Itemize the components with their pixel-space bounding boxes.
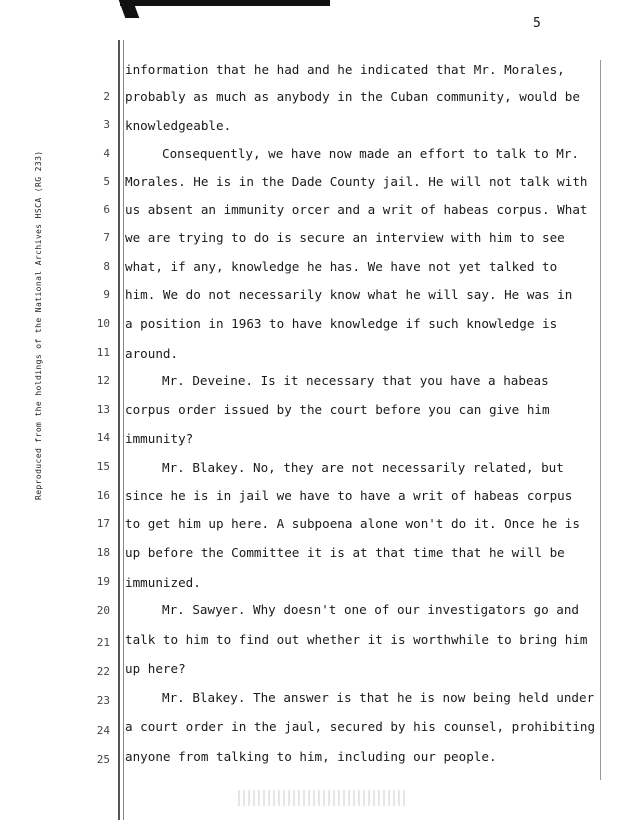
line-number: 14 (96, 431, 110, 444)
text-line: a position in 1963 to have knowledge if such knowledge is (125, 316, 558, 331)
line-number: 13 (96, 403, 110, 416)
text-line: information that he had and he indicated that Mr. Morales, (125, 62, 565, 77)
text-line: him. We do not necessarily know what he will say. He was in (125, 287, 573, 302)
line-number: 19 (96, 575, 110, 588)
text-line: anyone from talking to him, including our people. (125, 749, 497, 764)
margin-rule-inner (123, 40, 124, 820)
text-line: Consequently, we have now made an effort to talk to Mr. (162, 146, 580, 161)
line-number: 11 (96, 346, 110, 359)
line-number: 5 (103, 175, 110, 188)
archive-stamp-text: Reproduced from the holdings of the National Archives HSCA (RG 233) (34, 150, 43, 500)
text-line: up before the Committee it is at that time that he will be (125, 545, 565, 560)
text-line: since he is in jail we have to have a writ of habeas corpus (125, 488, 573, 503)
line-number: 16 (96, 489, 110, 502)
text-line: around. (125, 346, 179, 361)
line-number: 12 (96, 374, 110, 387)
line-number: 23 (96, 694, 110, 707)
line-number: 25 (96, 753, 110, 766)
text-line: what, if any, knowledge he has. We have not yet talked to (125, 259, 558, 274)
line-number: 17 (96, 517, 110, 530)
text-line: a court order in the jaul, secured by his counsel, prohibiting (125, 719, 596, 734)
line-number: 6 (103, 203, 110, 216)
text-line: to get him up here. A subpoena alone won't do it. Once he is (125, 516, 580, 531)
line-number: 8 (103, 260, 110, 273)
line-number: 7 (103, 231, 110, 244)
line-number: 10 (96, 317, 110, 330)
line-number: 2 (103, 90, 110, 103)
right-margin-rule (600, 60, 601, 780)
line-number: 24 (96, 724, 110, 737)
text-line: immunity? (125, 431, 194, 446)
line-number: 20 (96, 604, 110, 617)
line-number: 15 (96, 460, 110, 473)
line-number: 22 (96, 665, 110, 678)
archive-stamp (34, 100, 48, 500)
scan-artifact-top (120, 0, 330, 6)
text-line: Morales. He is in the Dade County jail. He will not talk with (125, 174, 588, 189)
scan-artifact-footer (238, 790, 408, 806)
line-number: 21 (96, 636, 110, 649)
text-line: probably as much as anybody in the Cuban community, would be (125, 89, 580, 104)
line-number: 9 (103, 288, 110, 301)
line-number: 3 (103, 118, 110, 131)
text-line: we are trying to do is secure an interview with him to see (125, 230, 565, 245)
text-line: knowledgeable. (125, 118, 232, 133)
text-line: talk to him to find out whether it is worthwhile to bring him (125, 632, 588, 647)
text-line: immunized. (125, 575, 201, 590)
text-line: Mr. Blakey. The answer is that he is now being held under (162, 690, 595, 705)
text-line: corpus order issued by the court before you can give him (125, 402, 550, 417)
line-number: 4 (103, 147, 110, 160)
page-number: 5 (533, 16, 541, 31)
text-line: up here? (125, 661, 186, 676)
text-line: Mr. Sawyer. Why doesn't one of our investigators go and (162, 602, 580, 617)
text-line: Mr. Blakey. No, they are not necessarily related, but (162, 460, 564, 475)
line-number: 18 (96, 546, 110, 559)
text-line: us absent an immunity orcer and a writ of habeas corpus. What (125, 202, 588, 217)
text-line: Mr. Deveine. Is it necessary that you have a habeas (162, 373, 549, 388)
margin-rule (118, 40, 120, 820)
